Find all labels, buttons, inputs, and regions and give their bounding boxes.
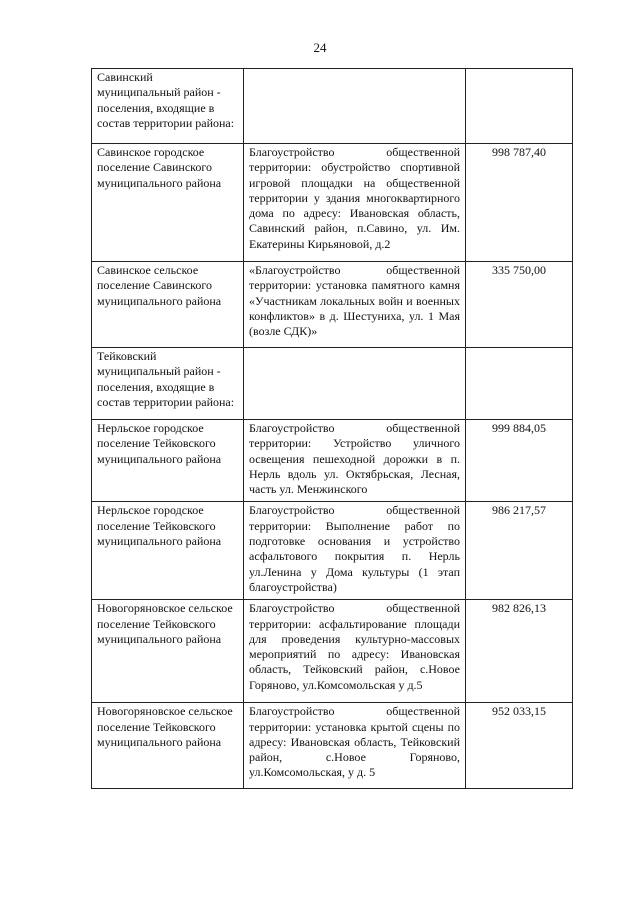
table-row	[92, 502, 573, 600]
amount-cell: 952 033,15	[466, 703, 573, 789]
table-row-district-header	[92, 69, 573, 144]
project-cell: Благоустройство общественной территории: установка крытой сцены по адресу: Ивановская область, Тейковский район, с.Новое Горяново, ул.Комсомольская, у д. 5	[244, 703, 466, 789]
table-row	[92, 262, 573, 348]
allocation-table	[91, 68, 573, 789]
amount-cell: 335 750,00	[466, 262, 573, 348]
table-row-district-header	[92, 348, 573, 420]
municipality-cell: Савинское сельское поселение Савинского муниципального района	[92, 262, 244, 348]
municipality-cell: Савинское городское поселение Савинского муниципального района	[92, 144, 244, 262]
amount-cell	[466, 69, 573, 144]
project-cell: Благоустройство общественной территории: асфальтирование площади для проведения культурно-массовых мероприятий по адресу: Ивановская область, Тейковский район, с.Новое Горяново, ул.Комсомольская у д.5	[244, 600, 466, 703]
project-cell: «Благоустройство общественной территории: установка памятного камня «Участникам локальных войн и военных конфликтов» в д. Шестуниха, ул. 1 Мая (возле СДК)»	[244, 262, 466, 348]
amount-cell	[466, 348, 573, 420]
municipality-cell: Савинский муниципальный район - поселения, входящие в состав территории района:	[92, 69, 244, 144]
table-row	[92, 420, 573, 502]
table-row	[92, 600, 573, 703]
table-row	[92, 144, 573, 262]
municipality-cell: Нерльское городское поселение Тейковского муниципального района	[92, 420, 244, 502]
project-cell: Благоустройство общественной территории: Выполнение работ по подготовке основания и устройство асфальтового покрытия п. Нерль ул.Ленина у Дома культуры (1 этап благоустройства)	[244, 502, 466, 600]
municipality-cell: Нерльское городское поселение Тейковского муниципального района	[92, 502, 244, 600]
project-cell	[244, 348, 466, 420]
project-cell: Благоустройство общественной территории: обустройство спортивной игровой площадки на общественной территории у здания многоквартирного дома по адресу: Ивановская область, Савинский район, п.Савино, ул. Им. Екатерины Кирьяновой, д.2	[244, 144, 466, 262]
municipality-cell: Тейковский муниципальный район - поселения, входящие в состав территории района:	[92, 348, 244, 420]
municipality-cell: Новогоряновское сельское поселение Тейковского муниципального района	[92, 703, 244, 789]
project-cell: Благоустройство общественной территории: Устройство уличного освещения пешеходной дорожки в п. Нерль вдоль ул. Октябрьская, Лесная, часть ул. Менжинского	[244, 420, 466, 502]
amount-cell: 986 217,57	[466, 502, 573, 600]
project-cell	[244, 69, 466, 144]
municipality-cell: Новогоряновское сельское поселение Тейковского муниципального района	[92, 600, 244, 703]
amount-cell: 998 787,40	[466, 144, 573, 262]
page-number: 24	[313, 40, 327, 55]
table-row	[92, 703, 573, 789]
amount-cell: 982 826,13	[466, 600, 573, 703]
amount-cell: 999 884,05	[466, 420, 573, 502]
